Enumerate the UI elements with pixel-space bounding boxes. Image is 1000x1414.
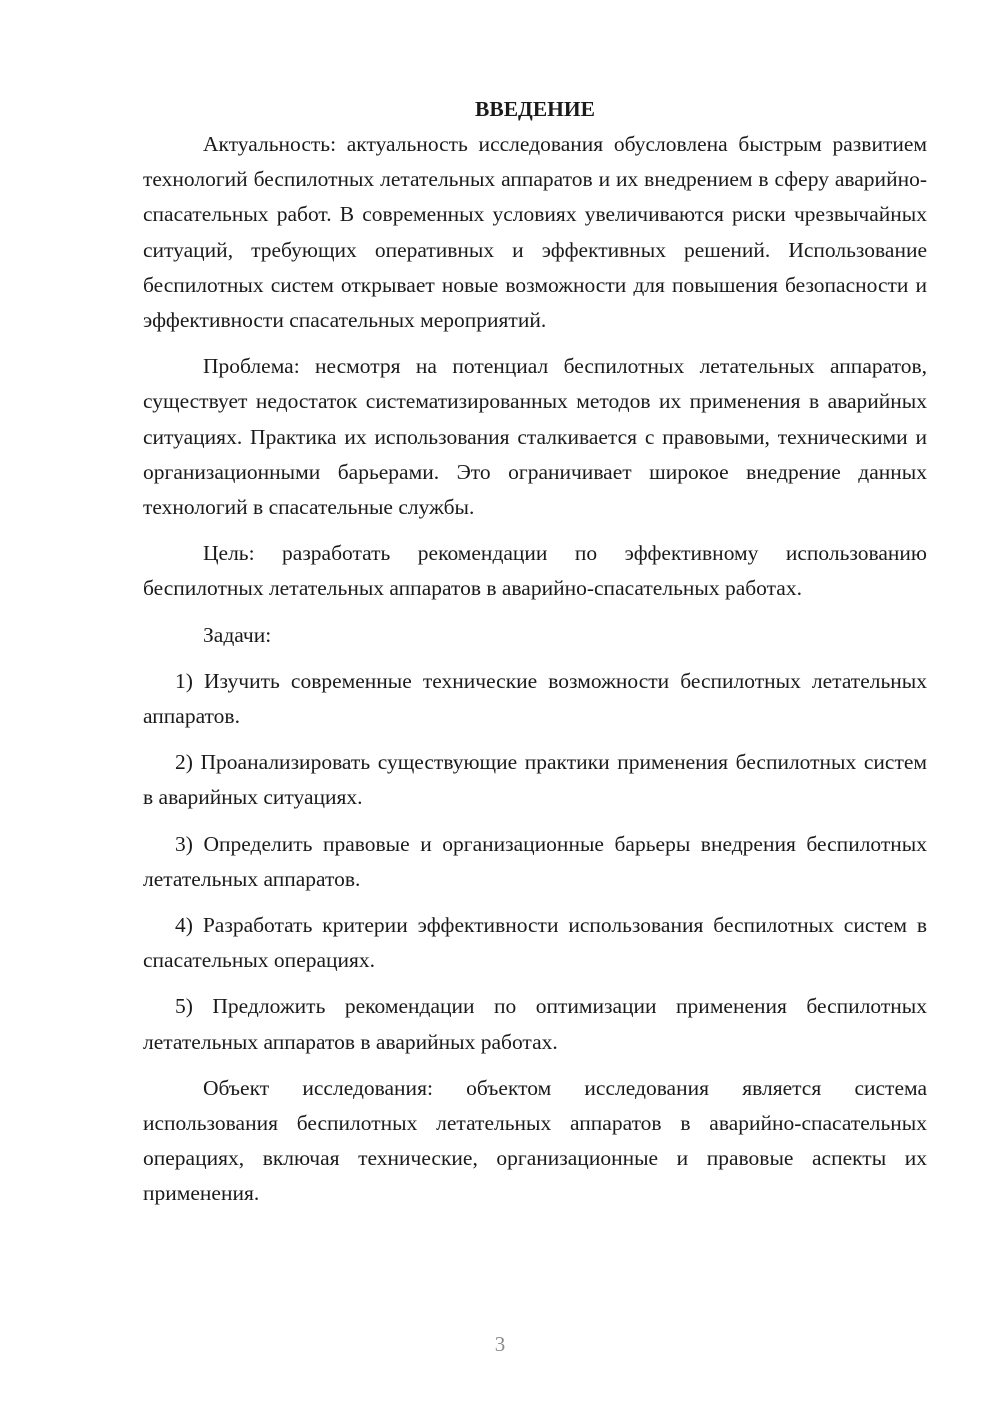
paragraph-relevance: Актуальность: актуальность исследования обусловлена быстрым развитием технологий беспилотных летательных аппаратов и их внедрением в сферу аварийно-спасательных работ. В современных условиях увеличиваются риски чрезвычайных ситуаций, требующих оперативных и эффективных решений. Использование беспилотных систем открывает новые возможности для повышения безопасности и эффективности спасательных мероприятий.: [143, 132, 927, 333]
tasks-label: Задачи:: [203, 622, 272, 647]
paragraph-problem: Проблема: несмотря на потенциал беспилотных летательных аппаратов, существует недостаток систематизированных методов их применения в аварийных ситуациях. Практика их использования сталкивается с правовыми, техническими и организационными барьерами. Это ограничивает широкое внедрение данных технологий в спасательные службы.: [143, 354, 927, 520]
task-item: 3) Определить правовые и организационные барьеры внедрения беспилотных летательных аппаратов.: [143, 831, 927, 891]
task-item: 2) Проанализировать существующие практики применения беспилотных систем в аварийных ситуациях.: [143, 750, 927, 810]
page-title: ВВЕДЕНИЕ: [475, 97, 595, 121]
task-item: 5) Предложить рекомендации по оптимизации применения беспилотных летательных аппаратов в аварийных работах.: [143, 994, 927, 1054]
page-number: 3: [494, 1332, 506, 1356]
paragraph-goal: Цель: разработать рекомендации по эффективному использованию беспилотных летательных аппаратов в аварийно-спасательных работах.: [143, 541, 927, 601]
task-item: 4) Разработать критерии эффективности использования беспилотных систем в спасательных операциях.: [143, 913, 927, 973]
task-item: 1) Изучить современные технические возможности беспилотных летательных аппаратов.: [143, 668, 927, 729]
paragraph-object: Объект исследования: объектом исследования является система использования беспилотных летательных аппаратов в аварийно-спасательных операциях, включая технические, организационные и правовые аспекты их применения.: [143, 1075, 927, 1206]
page-content: [143, 92, 927, 1212]
